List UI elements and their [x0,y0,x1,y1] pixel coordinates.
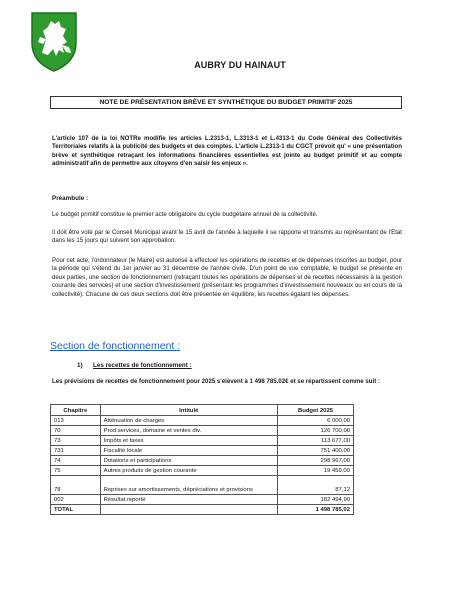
coat-of-arms-logo [28,9,80,73]
table-header-row [51,405,354,416]
chapter-amount: 751 400,00 [277,446,353,456]
subsection-number: 1) [77,362,83,369]
chapter-label: Fiscalité locale [100,446,277,456]
chapter-label: Reprises sur amortissements, dépréciations et provisions [100,476,277,495]
chapter-code: 731 [51,446,101,456]
chapter-code: 70 [51,426,101,436]
chapter-amount: 87,12 [277,476,353,495]
chapter-amount: 182 494,90 [277,495,353,505]
chapter-label: Atténuation de charges [100,416,277,426]
chapter-amount: 126 700,00 [277,426,353,436]
header-budget: Budget 2025 [277,405,353,416]
table-row [51,446,354,456]
revenue-lead-paragraph: Les prévisions de recettes de fonctionnement pour 2025 s'élèvent à 1 498 785.02€ et se répartissent comme suit : [52,378,380,385]
chapter-amount: 113 677,00 [277,436,353,446]
total-label: TOTAL [51,505,101,515]
table-row [51,466,354,476]
chapter-code: 73 [51,436,101,446]
chapter-label: Impôts et taxes [100,436,277,446]
chapter-code: 78 [51,476,101,495]
table-row [51,476,354,495]
table-total-row [51,505,354,515]
chapter-label: Prod.services, domaine et ventes div. [100,426,277,436]
header-intitule: Intitulé [100,405,277,416]
chapter-label: Résultat reporté [100,495,277,505]
subsection-title: Les recettes de fonctionnement : [93,362,192,369]
chapter-code: 002 [51,495,101,505]
chapter-amount: 19 459,00 [277,466,353,476]
table-row [51,426,354,436]
chapter-label: Dotations et participations [100,456,277,466]
chapter-amount: 6 000,00 [277,416,353,426]
intro-paragraph: L'article 107 de la loi NOTRe modifie les articles L.2313-1, L.3313-1 et L.4313-1 du Code Général des Collectivités Territoriales relatifs à la publicité des budgets et des comptes. L'article L.2313-1 du CGCT prévoit qu' « une présentation brève et synthétique retraçant les informations financières essentielles est jointe au budget primitif et au compte administratif afin de permettre aux citoyens d'en saisir les enjeux ». [52,135,402,168]
header-chapitre: Chapitre [51,405,101,416]
table-row [51,495,354,505]
section-title: Section de fonctionnement : [50,340,181,352]
total-amount: 1 498 785,02 [277,505,353,515]
chapter-code: 75 [51,466,101,476]
total-empty-cell [100,505,277,515]
town-name: AUBRY DU HAINAUT [194,60,286,70]
preamble-paragraph-3: Pour cet acte, l'ordonnateur (le Maire) est autorisé à effectuer les opérations de recettes et de dépenses inscrites au budget, pour la période qui s'étend du 1er janvier au 31 décembre de l'année civile. D'un point de vue comptable, le budget se présente en deux parties, une section de fonctionnement (retraçant toutes les opérations de dépenses et de recettes nécessaires à la gestion courante des services) et une section d'investissement (présentant les programmes d'investissement nouveaux ou en cours de la collectivité). Chacune de ces deux sections doit être présentée en équilibre, les recettes égalant les dépenses. [52,257,402,298]
table-row [51,416,354,426]
chapter-code: 74 [51,456,101,466]
table-row [51,456,354,466]
chapter-amount: 298 967,00 [277,456,353,466]
preamble-paragraph-1: Le budget primitif constitue le premier acte obligatoire du cycle budgétaire annuel de la collectivité. [52,211,318,218]
chapter-code: 013 [51,416,101,426]
chapter-label: Autres produits de gestion courante [100,466,277,476]
table-row [51,436,354,446]
preamble-heading: Préambule : [52,195,89,202]
preamble-paragraph-2: Il doit être voté par le Conseil Municipal avant le 15 avril de l'année à laquelle il se rapporte et transmis au représentant de l'Etat dans les 15 jours qui suivent son approbation. [52,229,402,245]
revenue-table [50,404,354,515]
document-title: NOTE DE PRÉSENTATION BRÈVE ET SYNTHÉTIQUE DU BUDGET PRIMITIF 2025 [50,96,402,109]
